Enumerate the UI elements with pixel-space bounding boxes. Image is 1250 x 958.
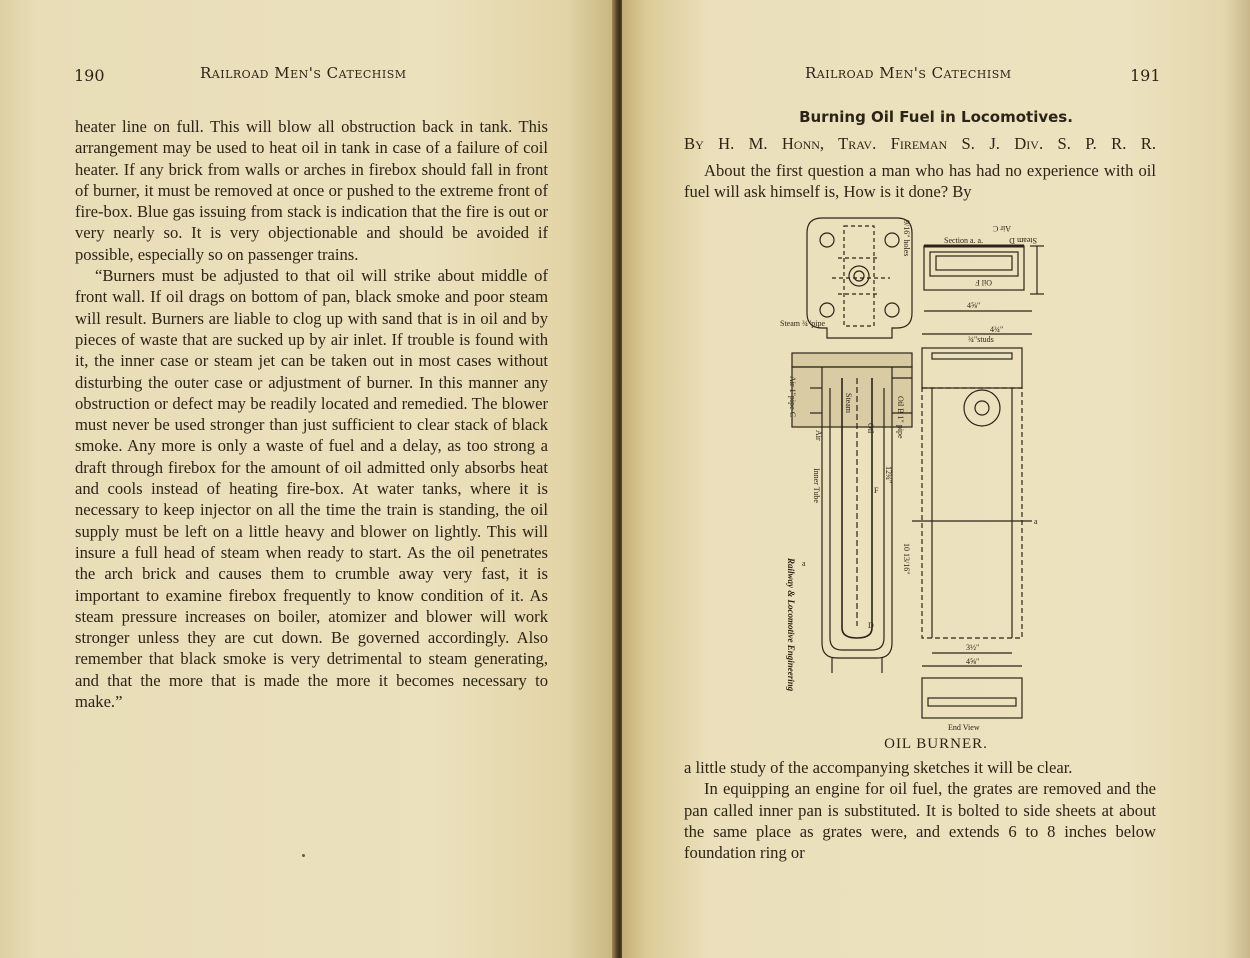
air-label: Air <box>814 430 823 441</box>
left-body <box>75 116 548 712</box>
page-number-right: 191 <box>1130 66 1161 85</box>
left-page <box>0 0 616 958</box>
dim-4-5-8-top: 4⅝" <box>967 301 981 310</box>
steam-pipe-label: Steam ¾"pipe <box>780 319 826 328</box>
oil-burner-figure <box>772 198 1062 738</box>
letter-a-left: a <box>802 559 806 568</box>
dim-4-5-8-bottom: 4⅝" <box>966 657 980 666</box>
left-paragraph-1: heater line on full. This will blow all obstruction back in tank. This arrangement may be used to heat oil in tank in case of a failure of coil heater. If any brick from walls or arches in firebox should fall in front of burner, it must be removed at once or pushed to the extreme front of fire-box. Blue gas issuing from stack is indication that the fire is out or very nearly so. It is very objectionable and should be avoided if possible, especially so on passenger trains. <box>75 117 548 264</box>
intro-text: About the first question a man who has had no experience with oil fuel will ask himself is, How is it done? By <box>684 161 1156 202</box>
byline: By H. M. Honn, Trav. Fireman S. J. Div. S. P. R. R. <box>684 134 1156 153</box>
air-pipe-label: Air 1"pipe C <box>788 376 797 418</box>
oil-label: Oil <box>866 423 875 434</box>
dim-10-13-16: 10 13/16" <box>902 543 911 575</box>
after-figure-text: a little study of the accompanying sketches it will be clear. <box>684 758 1073 777</box>
running-head-left: Railroad Men's Catechism <box>200 64 407 82</box>
figure-caption: OIL BURNER. <box>884 736 988 752</box>
letter-d: D <box>868 621 874 630</box>
letter-f: F <box>874 486 879 495</box>
article-title: Burning Oil Fuel in Locomotives. <box>799 108 1073 126</box>
inner-tube-label: Inner Tube <box>812 468 821 503</box>
section-label: Section a. a. <box>944 236 984 245</box>
air-c-label: Air C <box>993 224 1011 233</box>
steam-d-label: Steam D <box>1009 236 1037 245</box>
holes-label: 9/16" holes <box>902 220 911 257</box>
steam-label: Steam <box>844 393 853 413</box>
ink-speck <box>302 854 305 857</box>
right-page <box>622 0 1250 958</box>
dim-12-3-4: 12¾" <box>884 466 893 484</box>
oil-b-label: Oil B 1" pipe <box>896 396 905 439</box>
figure-credit: Railway & Locomotive Engineering <box>786 558 796 692</box>
end-view-label: End View <box>948 723 980 732</box>
studs-label: ¾"studs <box>968 335 994 344</box>
oil-f-label: Oil F <box>975 278 992 287</box>
left-paragraph-2: “Burners must be adjusted to that oil will strike about middle of front wall. If oil drags on bottom of pan, black smoke and poor steam will result. Burners are liable to clog up with sand that is in oil and by pieces of waste that are sucked up by air inlet. If trouble is found with it, the inner case or steam jet can be taken out in most cases without disturbing the outer case or adjustment of burner. In this manner any obstruction or defect may be readily located and remedied. The blower must never be used stronger than just sufficient to clear stack of black smoke. Any more is only a waste of fuel and a delay, as too strong a draft through firebox for the amount of oil admitted only absorbs heat and cools instead of heating fire-box. At water tanks, where it is necessary to keep injector on all the time the train is standing, the oil supply must be left on a little heavy and blower on lightly. This will insure a full head of steam when ready to start. As the oil penetrates the arch brick and causes them to crumble away very fast, it is important to examine firebox frequently to know condition of it. As steam pressure increases on boiler, atomizer and blower will work stronger unless they are cut down. Be governed accordingly. Also remember that black smoke is very detrimental to steam generating, and that the more that is made the more it becomes necessary to make.” <box>75 266 548 712</box>
right-body <box>684 757 1156 863</box>
page-number-left: 190 <box>74 66 105 85</box>
dim-4-3-4: 4¾" <box>990 325 1004 334</box>
dim-3-1-2: 3½" <box>966 643 980 652</box>
letter-a-right: a <box>1034 517 1038 526</box>
right-paragraph-2: In equipping an engine for oil fuel, the grates are removed and the pan called inner pan is substituted. It is bolted to side sheets at about the same place as grates were, and extends 6 to 8 inches below foundation ring or <box>684 779 1156 863</box>
running-head-right: Railroad Men's Catechism <box>805 64 1012 82</box>
